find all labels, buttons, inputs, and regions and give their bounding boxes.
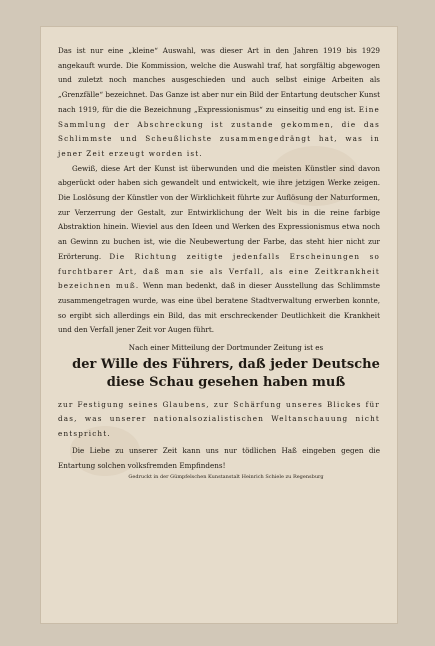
paragraph-2: [58, 162, 380, 338]
paragraph-1b-text: Eine Sammlung der Abschreckung ist zustande gekommen, die das Schlimmste und Scheußlichste zusammengedrängt hat, was in jener Zeit erzeugt worden ist.: [58, 104, 380, 158]
headline-line-1: der Wille des Führers, daß jeder Deutsche: [72, 356, 380, 372]
paragraph-3: zur Festigung seines Glaubens, zur Schärfung unseres Blickes für das, was unserer nationalsozialistischen Weltanschauung nicht entspricht.: [58, 399, 380, 439]
paragraph-1: [58, 44, 380, 162]
document-sheet: [40, 26, 398, 624]
intro-line: Nach einer Mitteilung der Dortmunder Zeitung ist es: [128, 343, 324, 353]
paragraph-2-text: Gewiß, diese Art der Kunst ist überwunden und die meisten Künstler sind davon abgerückt oder haben sich gewandelt und entwickelt, wie ihre jetzigen Werke zeigen. Die Loslösung der Künstler von der Wirklichkeit führte zur Auflösung der Naturformen, zur Verzerrung der Gestalt, zur Entwirklichung der Welt bis in die reine farbige Abstraktion hinein. Wieviel aus den Ideen und Werken des Expressionismus etwa noch an Gewinn zu buchen ist, wie die Neubewertung der Farbe, das steht hier nicht zur Erörterung.: [58, 163, 380, 261]
document-body: [58, 44, 380, 481]
paragraph-2c-text: Wenn man bedenkt, daß in dieser Ausstellung das Schlimmste zusammengetragen wurde, was eine übel beratene Stadtverwaltung erwerben konnte, so ergibt sich allerdings ein Bild, das mit erschreckender Deutlichkeit die Krankheit und den Verfall jener Zeit vor Augen führt.: [58, 281, 380, 335]
paragraph-1-text: Das ist nur eine „kleine“ Auswahl, was dieser Art in den Jahren 1919 bis 1929 angekauft wurde. Die Kommission, welche die Auswahl traf, hat sorgfältig abgewogen und zuletzt noch manches ausgeschieden und auch selbst einige Arbeiten als „Grenzfälle“ bezeichnet. Das Ganze ist aber nur ein Bild der Entartung deutscher Kunst nach 1919, für die die Bezeichnung „Expressionismus“ zu einseitig und eng ist.: [58, 46, 380, 114]
printer-footer: Gedruckt in der Gümpfelschen Kunstanstalt Heinrich Schiele zu Regensburg: [128, 474, 324, 481]
headline-line-2: diese Schau gesehen haben muß: [106, 374, 346, 390]
paragraph-2b-text: Die Richtung zeitigte jedenfalls Erscheinungen so furchtbarer Art, daß man sie als Verfall, als eine Zeitkrankheit bezeichnen muß.: [58, 251, 380, 291]
closing-paragraph: Die Liebe zu unserer Zeit kann uns nur tödlichen Haß eingeben gegen die Entartung solchen volksfremden Empfindens!: [58, 445, 380, 470]
